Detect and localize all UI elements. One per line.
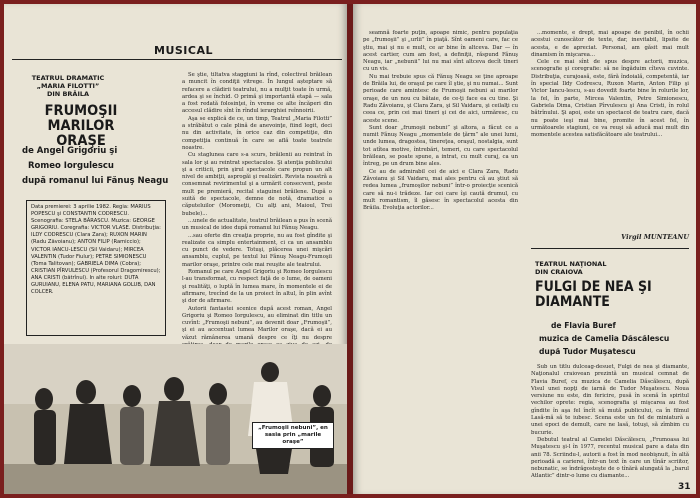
magazine-spread xyxy=(4,4,696,494)
stage-scene-illustration xyxy=(4,344,347,494)
play-title: FRUMOŞII MARILOR ORAŞE xyxy=(44,103,118,150)
right-column-3: Sub un titlu dulceag-desuet, Fulgi de nea şi diamante, Naţionalul craiovean prezintă un musical cemnat de Flavia Buref, cu muzica de Camelia Dăscălescu, după Visul unei nopţi de iarnă de Tudor Muşatescu. Noua versiune nu este, din fericire, pusă în scenă în spiritul vechilor oprete: regia, scenografia şi mişcarea au fost gîndite în aşa fel încît să mută publicului, ca în filmul Lasă-mă să te iubesc. Scena este un fel de miniatură a unei epoci de demult, care ne lasă, totuşi, să zîmbim cu bucurie. Debutul teatral al Camelei Dăscălescu, „Frumoasa lui Muşatescu şi-l în 1977, recentul musical pare a data din anii 78. Scriindu-l, autorii a fost în mod neobişnuit, în altă perioadă a carierei, într-un text în care un tînăr scriitor, nebunatic, se îndrăgosteşte de o tînără alungată la „barul Atlantic” dintr-o lume cu diamante... xyxy=(531,364,689,480)
left-column-1: Se ştie, tiltatva staggiuni la rînd, colectivul brăilean a muncit în condiţii vitrege. În lungul așteptare să refacere a clădirii teatrului, nu a mulţit toate în urmă, ardea şi se închid. O primă şi importantă etapă — sala a fost redată folosinţei, în vreme ce alte încăperi din accesul clădire sînt în rîndul ierarghiei reînnoirii. Aşa se explică de ce, un timp, Teatrul „Maria Filotti” a străbătut o cale plină de anevoinţe, fiind legit, deci nu din activitate, în orice caz din competiţie, din competiţia continuă în care se află toate teatrele noastre. Cu staglunea care s-a scurs, brăilenii au reintrat în sala lor şi au reintrat spectaculos. Şi atenţia publicului şi a criticii, prin şirul spectacole care propun un alt nivel de ambiţii, asprogăi şi realizări. Revista noastră a consemnat revirimentul şi a urmărit consecvent, peste mult pe premieră, recital staguinei brăilene. După o suită de spectacole, demne de notă, dramatice a căputeluilor (Moromeţii, Cu alţi ani, Maioul, Trei bubele)... ...unele de actualitate, teatrul brăilean a pus în scenă un musical de idee după romanul lui Fănuş Neagu. ...sau oferte din creaţia proprie, nu au fost gîndite şi realizate ca simplu entertainment, ci ca un ansamblu cu punct de vedere. Totuşi, plăcerea unei mişcări ansamblu, cuplul, pe textul lui Fănuş Neagu-Frumoşii marilor oraşe, printre cele mai reuşite ale teatrului. Romanul pe care Angel Grigoriu şi Romeo Iorgulescu l-au transformat, cu respect faţă de o lume, de oameni şi realităţi, o luptă în lumea mare, în momentele ei de afirmare, trecînd de la un proiect în altul, în plin avînt şi dor de afirmare. Autorii fantastei scenice după acest roman, Angel Grigoriu şi Romeo Iorgulescu, au eliminat din titlu un cuvînt: „Frumoşii nebuni”, au devenit doar „Frumoşii”, şi ei au accentuat lumea Marilor oraşe, dacă ei au văzut rămânerea umană despre ce îţi nu despre xyxy=(182,72,332,341)
review-signature: Virgil MUNTEANU xyxy=(621,233,689,241)
review-signature-wrap xyxy=(531,230,689,241)
cast-box: Data premierei: 3 aprilie 1982. Regia: MARIUS POPESCU şi CONSTANTIN CODRESCU. Scenografia: STELA BĂRASCU. Muzica: GEORGE GRIGORIU. Coregrafia: VICTOR VLASE. Distribuţia: ILDY CODRESCU (Clara Zara); RUXON MARIN (Radu Zăvoianu); ANTON FILIP (Ramiccio); VICTOR IANCU-LESCU (Sil Vaidaru); MIRCEA VALENTIN (Tudor Fiulur); PETRE SIMIONESCU (Toma Talitovan); GABRIELA DIMA (Cobra); CRISTIAN PÎRVULESCU (Profesorul Dragomirescu); ANA CRISTI (bătrînul). In alte roluri: DUTA GURUIANU, ELENA PATU, MARIANA GOLUB, DAN COLCER. xyxy=(26,200,166,336)
left-page xyxy=(4,4,347,494)
production-photo xyxy=(4,344,347,494)
play-credits-2: de Flavia Buref muzica de Camelia Dăscălescu după Tudor Muşatescu xyxy=(539,321,670,356)
article-divider xyxy=(531,248,689,249)
theatre-name: TEATRUL DRAMATIC „MARIA FILOTTI” DIN BRĂILA xyxy=(31,74,105,98)
photo-caption: „Frumoşii nebuni”, en sasia prin „marile oraşe” xyxy=(252,422,334,449)
right-page xyxy=(353,4,696,494)
play-title-2: FULGI DE NEA ŞI DIAMANTE xyxy=(535,279,652,310)
page-number: 31 xyxy=(678,482,691,492)
section-header: MUSICAL xyxy=(154,44,213,57)
right-column-1: seamnă foarte puţin, apoape nimic, pentru populaţia pe „frumoşii” şi „urlii” în piaţă. Sînt oameni care, fac ce ştiu, mai şi nu e mult, ce ar bine în altceva. Dar — în acest cartier, cum am fost, a definiţii, răspund Fănuş Neagu, iar „nebunii” lui nu mai sînt altceva decît tineri cu un vis. Nu mai trebuie spus că Fănuş Neagu se ţine aproape de Brăila lui, de oraşul pe care îl ştie, şi nu numai... Sunt perioade care amintesc de Frumoşii nebuni ai marilor oraşe, de un nou cu bătaie, de ce-ţi face ea cu tine. Şi Radu Zăvoianu, şi Clara Zara, şi Sil Vaidaru, şi ceilalţi cu ceea ce, prin cei mai tineri şi cei de aici, urmăresc, cu aceste scene. Sunt doar „frumoşii nebuni” şi altora, a făcut ce a numit Fănuş Neagu „momentele de ţărm” ale unei lumi, unde lumea, dragostea, tinereţea, oraşul, nostalgia, sunt tot atîtea motive, întrebări, temeri, cu care spectacolul brăilean, se poate spune, a intrat, cu mult curaj, ca un întreg, pe un drum bine ales. Ce au de admirabil cei de aici e Clara Zara, Radu Zăvoianu şi Sil Vaidaru, mai ales pentru că au ştiut să redea lumea „frumoşilor nebuni” într-o proiecţie scenică care să nu-i trădeze. Iar cei care îşi caută drumul, cu mult romantism, îl găsesc în spectacolul acesta din Brăila. Evoluţia actorilor... xyxy=(363,30,518,212)
theatre-name-2: TEATRUL NAŢIONAL DIN CRAIOVA xyxy=(535,260,607,276)
play-credits: de Angel Grigoriu şi Romeo Iorgulescu după romanul lui Fănuş Neagu xyxy=(22,146,169,186)
section-rule xyxy=(12,59,342,60)
right-column-2: ...momente, e drept, mai apoape de penibil, în ochii acestui cunoscător de texte, dar, inevitabil, lipsite de acesta, e de apreciat. Personal, am găsit mai mult dinamism în mişcarea... Cele ce mai sînt de spus despre actorii, muzica, scenografie şi coregrafie: să ne îngăduim cîteva cuvinte. Distribuţia, curajoasă, este, fără îndoială, competentă, iar în special Ildy Codrescu, Ruxon Marin, Anton Filip şi Victor Iancu-lescu, s-au dovedit foarte bine în rolurile lor, la fel, în parte, Mircea Valentin, Petre Simionescu, Gabriela Dima, Cristian Pîrvulescu şi Ana Cristi, în rolul bătrînului. Şi apoi, este un spectacol de teatru care, dacă nu poate ieşi mai bine, promite în acest fel, în următoarele stagiuni, ce va reuşi să aducă mai mult din momentele acestea satisfăcătoare ale teatrului... xyxy=(531,30,689,139)
